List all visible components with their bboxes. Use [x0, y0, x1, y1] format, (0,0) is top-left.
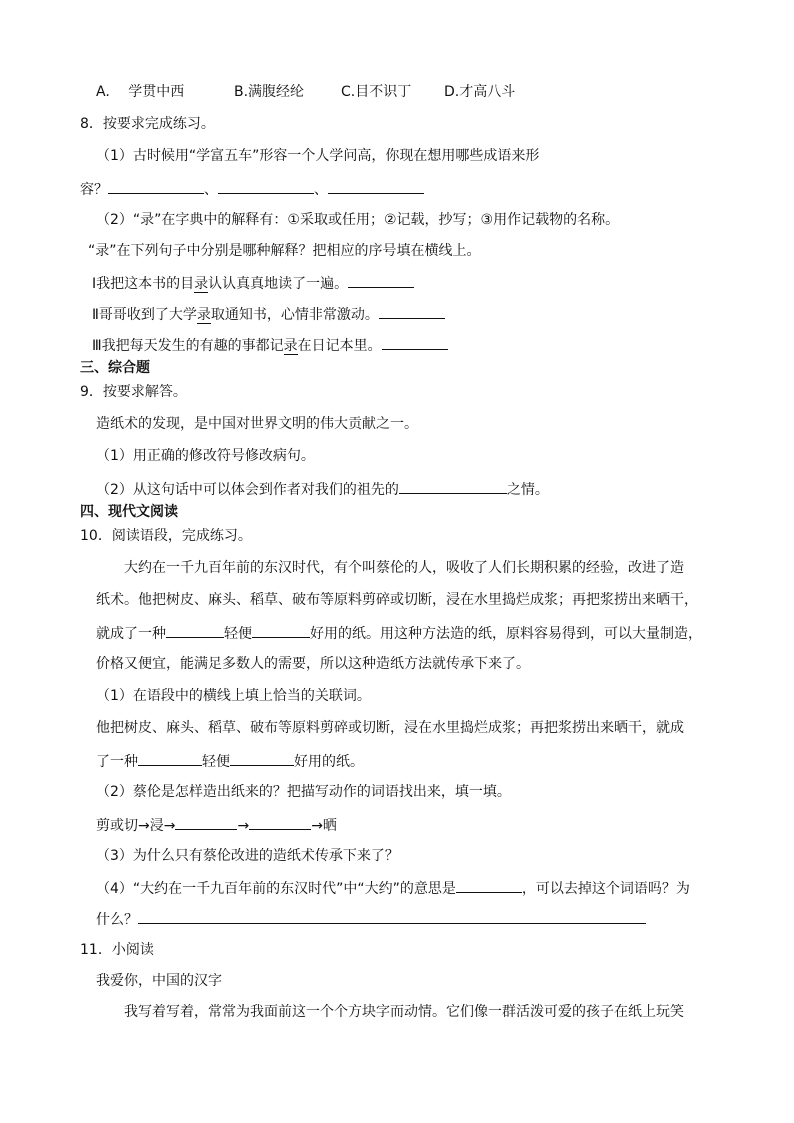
q10-part3: （3）为什么只有蔡伦改进的造纸术传承下来了？	[96, 848, 399, 864]
separator: 、	[314, 182, 328, 198]
answer-blank-p2[interactable]	[252, 622, 310, 638]
q10-part1: （1）在语段中的横线上填上恰当的关联词。	[96, 688, 371, 704]
answer-blank-r1[interactable]	[138, 750, 202, 766]
q8-part1-prefix: 容？	[80, 182, 108, 198]
option-d: D.才高八斗	[444, 84, 516, 100]
q8-part1-line2	[80, 178, 424, 200]
q10-para-line3: 就成了一种 轻便 好用的纸。用这种方法造的纸，原料容易得到，可以大量制造，	[96, 622, 702, 644]
underlined-char: 录	[196, 307, 211, 323]
q8-sentence-2: Ⅱ哥哥收到了大学录取通知书，心情非常激动。	[92, 303, 445, 325]
q8-sentence-3: Ⅲ我把每天发生的有趣的事都记录在日记本里。	[92, 334, 448, 356]
section-title-3: 三、综合题	[80, 360, 150, 376]
q10-para-line4: 价格又便宜，能满足多数人的需要，所以这种造纸方法就传承下来了。	[96, 656, 530, 672]
answer-blank-p4-reason[interactable]	[138, 908, 646, 924]
answer-blank-3[interactable]	[328, 178, 424, 194]
answer-blank-p1[interactable]	[166, 622, 224, 638]
q9-stem: 9．按要求解答。	[80, 384, 187, 400]
answer-blank-s2[interactable]	[379, 303, 445, 319]
q10-part4-line2: 什么？	[96, 908, 646, 930]
q9-sentence: 造纸术的发现，是中国对世界文明的伟大贡献之一。	[96, 416, 418, 432]
q9-part1: （1）用正确的修改符号修改病句。	[96, 448, 315, 464]
underlined-char: 录	[283, 338, 298, 354]
q10-part4-line1: （4）“大约在一千九百年前的东汉时代”中“大约”的意思是 ，可以去掉这个词语吗？为	[96, 877, 690, 899]
answer-blank-s3[interactable]	[382, 334, 448, 350]
answer-blank-s1[interactable]	[348, 272, 414, 288]
underlined-char: 录	[194, 276, 209, 292]
answer-blank-f1[interactable]	[175, 814, 237, 830]
q11-para-line1: 我写着写着，常常为我面前这一个个方块字而动情。它们像一群活泼可爱的孩子在纸上玩笑	[124, 1004, 684, 1020]
answer-blank-2[interactable]	[218, 178, 314, 194]
q8-part1-line1: （1）古时候用“学富五车”形容一个人学问高，你现在想用哪些成语来形	[96, 148, 540, 164]
answer-blank-r2[interactable]	[230, 750, 294, 766]
option-b: B.满腹经纶	[234, 84, 305, 100]
q9-part2: （2）从这句话中可以体会到作者对我们的祖先的 之情。	[96, 478, 549, 500]
q10-part1-text-line2: 了一种 轻便 好用的纸。	[96, 750, 364, 772]
q11-title: 我爱你，中国的汉字	[96, 973, 222, 989]
answer-blank-p4[interactable]	[456, 877, 522, 893]
answer-blank-1[interactable]	[108, 178, 204, 194]
q10-para-line1: 大约在一千九百年前的东汉时代，有个叫蔡伦的人，吸收了人们长期积累的经验，改进了造	[124, 560, 684, 576]
q8-part2-line2: “录”在下列句子中分别是哪种解释？把相应的序号填在横线上。	[88, 243, 481, 259]
q8-sentence-1: Ⅰ我把这本书的目录认认真真地读了一遍。	[92, 272, 414, 294]
option-a: A. 学贯中西	[96, 84, 185, 100]
q10-part2: （2）蔡伦是怎样造出纸来的？把描写动作的词语找出来，填一填。	[96, 784, 511, 800]
q10-part1-text-line1: 他把树皮、麻头、稻草、破布等原料剪碎或切断，浸在水里捣烂成浆；再把浆捞出来晒干，就成	[96, 720, 684, 736]
option-c: C.目不识丁	[341, 84, 412, 100]
q8-stem: 8．按要求完成练习。	[80, 116, 215, 132]
separator: 、	[204, 182, 218, 198]
q11-stem: 11．小阅读	[80, 942, 154, 958]
q10-para-line2: 纸术。他把树皮、麻头、稻草、破布等原料剪碎或切断，浸在水里捣烂成浆；再把浆捞出来晒干，	[96, 592, 698, 608]
answer-blank-q9[interactable]	[399, 478, 507, 494]
q8-part2-line1: （2）“录”在字典中的解释有：①采取或任用；②记载，抄写；③用作记载物的名称。	[96, 212, 620, 228]
section-title-4: 四、现代文阅读	[80, 504, 178, 520]
q10-stem: 10．阅读语段，完成练习。	[80, 528, 252, 544]
q10-flow: 剪或切→浸→ → →晒	[96, 814, 337, 836]
answer-blank-f2[interactable]	[249, 814, 311, 830]
